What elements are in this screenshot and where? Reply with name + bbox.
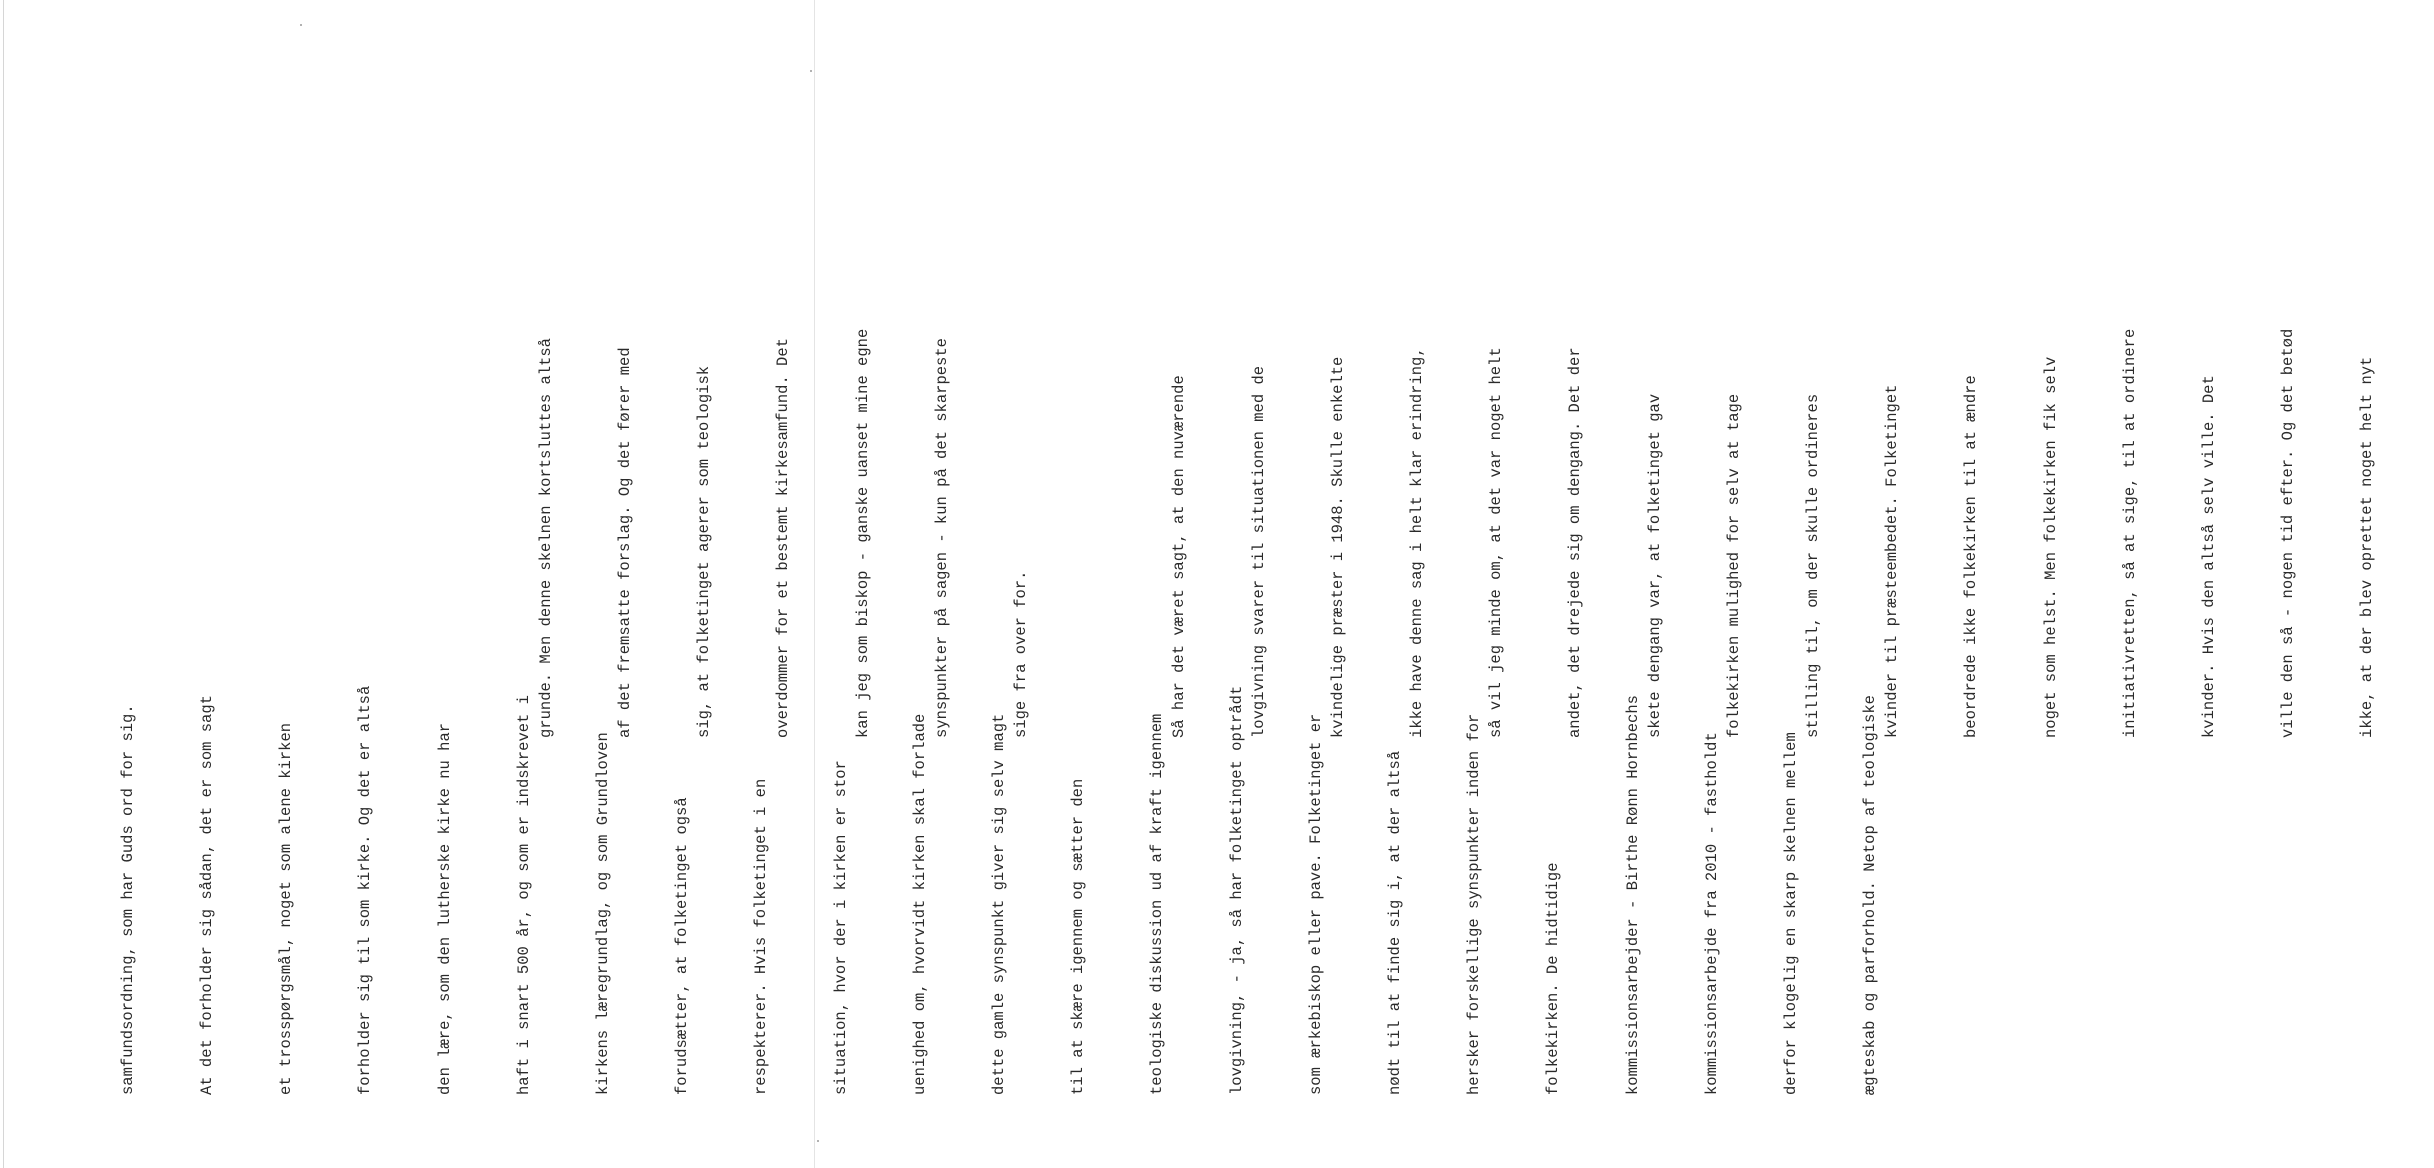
text-line: noget som helst. Men folkekirken fik selv — [2041, 356, 2060, 738]
text-line: ville den så - nogen tid efter. Og det betød — [2279, 328, 2298, 738]
text-line: så vil jeg minde om, at det var noget helt — [1487, 347, 1506, 738]
text-line: kirkens læregrundlag, og som Grundloven — [594, 732, 613, 1095]
text-line: respekterer. Hvis folketinget i en — [752, 778, 771, 1095]
text-line: teologiske diskussion ud af kraft igennem — [1148, 713, 1167, 1095]
text-line: sige fra over for. — [1012, 570, 1031, 738]
text-line: Så har det været sagt, at den nuværende — [1170, 375, 1189, 738]
text-line: hersker forskellige synspunkter inden for — [1465, 713, 1484, 1095]
text-line: kvindelige præster i 1948. Skulle enkelte — [1328, 356, 1347, 738]
text-line: kommissionsarbejde fra 2010 - fastholdt — [1702, 732, 1721, 1095]
text-line: beordrede ikke folkekirken til at ændre — [1962, 375, 1981, 738]
text-line: den lære, som den lutherske kirke nu har — [435, 722, 454, 1095]
text-line: forudsætter, at folketinget også — [673, 797, 692, 1095]
text-line: af det fremsatte forslag. Og det fører med — [616, 347, 635, 738]
text-line: nødt til at finde sig i, at der altså — [1386, 750, 1405, 1095]
text-line: lovgivning svarer til situationen med de — [1249, 365, 1268, 738]
text-line: At det forholder sig sådan, det er som sagt — [198, 695, 217, 1095]
text-line: som ærkebiskop eller pave. Folketinget er — [1306, 713, 1325, 1095]
text-line: folkekirken. De hidtidige — [1544, 862, 1563, 1095]
text-line: synspunkter på sagen - kun på det skarpeste — [932, 338, 951, 738]
text-line: lovgivning, - ja, så har folketinget optrådt — [1227, 685, 1246, 1095]
text-line: til at skære igennem og sætter den — [1069, 778, 1088, 1095]
text-line: ikke, at der blev oprettet noget helt nyt — [2358, 356, 2377, 738]
text-line: samfundsordning, som har Guds ord for sig. — [118, 704, 137, 1095]
text-line: kan jeg som biskop - ganske uanset mine egne — [853, 328, 872, 738]
text-line: kvinder. Hvis den altså selv ville. Det — [2200, 375, 2219, 738]
text-line: kvinder til præsteembedet. Folketinget — [1883, 384, 1902, 738]
text-line: initiativretten, så at sige, til at ordinere — [2120, 328, 2139, 738]
text-line: kommissionsarbejder - Birthe Rønn Hornbechs — [1623, 695, 1642, 1095]
text-line: grunde. Men denne skelnen kortsluttes altså — [536, 338, 555, 738]
text-line: sig, at folketinget agerer som teologisk — [695, 365, 714, 738]
text-line: haft i snart 500 år, og som er indskrevet i — [514, 695, 533, 1095]
text-line: stilling til, om der skulle ordineres — [1804, 393, 1823, 738]
right-text-column — [480, 178, 2434, 738]
text-line: uenighed om, hvorvidt kirken skal forlade — [910, 713, 929, 1095]
text-line: forholder sig til som kirke. Og det er altså — [356, 685, 375, 1095]
text-line: et trosspørgsmål, noget som alene kirken — [277, 722, 296, 1095]
text-line: ægteskab og parforhold. Netop af teologiske — [1861, 695, 1880, 1095]
text-line: overdommer for et bestemt kirkesamfund. Det — [774, 338, 793, 738]
text-line: ikke have denne sag i helt klar erindring, — [1408, 347, 1427, 738]
text-line: folkekirken mulighed for selv at tage — [1724, 393, 1743, 738]
text-line: derfor klogelig en skarp skelnen mellem — [1782, 732, 1801, 1095]
text-line: andet, det drejede sig om dengang. Det der — [1566, 347, 1585, 738]
text-line: dette gamle synspunkt giver sig selv magt — [990, 713, 1009, 1095]
text-line: situation, hvor der i kirken er stor — [831, 760, 850, 1095]
text-line: skete dengang var, at folketinget gav — [1645, 393, 1664, 738]
paragraph-gap — [1087, 178, 1113, 738]
